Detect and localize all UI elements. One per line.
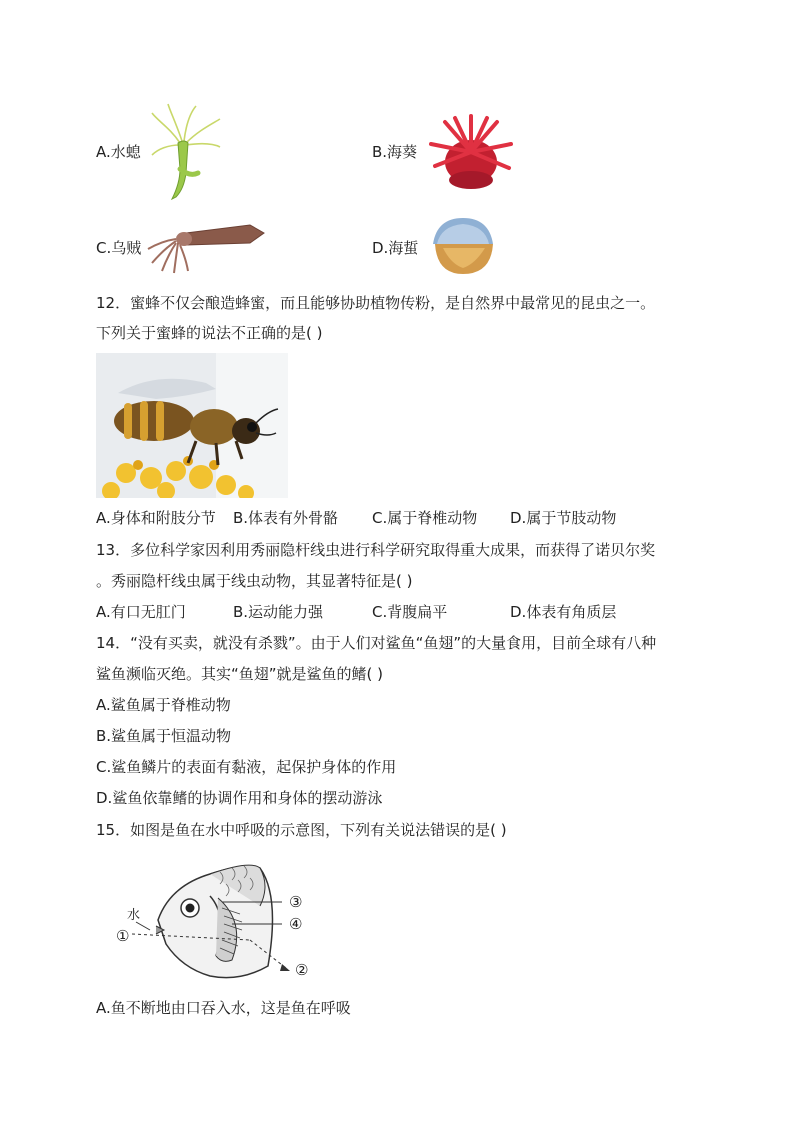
q15-option-a: A.鱼不断地由口吞入水，这是鱼在呼吸 xyxy=(96,999,351,1017)
option-b-sea-anemone: B.海葵 xyxy=(372,143,418,161)
q13-option-c: C.背腹扁平 xyxy=(372,603,448,621)
q14-option-d: D.鲨鱼依靠鳍的协调作用和身体的摆动游泳 xyxy=(96,789,383,807)
fig-label-1-mouth: ① xyxy=(116,927,130,945)
q14-stem-line2: 鲨鱼濒临灭绝。其实“鱼翅”就是鲨鱼的鳍( ) xyxy=(96,665,384,683)
fig-label-4: ④ xyxy=(289,915,303,933)
q13-stem-line1: 13．多位科学家因利用秀丽隐杆线虫进行科学研究取得重大成果，而获得了诺贝尔奖 xyxy=(96,541,656,559)
q13-option-d: D.体表有角质层 xyxy=(510,603,617,621)
q12-option-b: B.体表有外骨骼 xyxy=(233,509,339,527)
fig-label-3: ③ xyxy=(289,893,303,911)
option-c-squid: C.乌贼 xyxy=(96,239,142,257)
honeybee-photo xyxy=(96,353,288,498)
q13-option-b: B.运动能力强 xyxy=(233,603,324,621)
q12-option-c: C.属于脊椎动物 xyxy=(372,509,478,527)
option-a-hydra: A.水螅 xyxy=(96,143,141,161)
q14-option-a: A.鲨鱼属于脊椎动物 xyxy=(96,696,231,714)
q15-stem: 15．如图是鱼在水中呼吸的示意图，下列有关说法错误的是( ) xyxy=(96,821,507,839)
q12-stem-line1: 12．蜜蜂不仅会酿造蜂蜜，而且能够协助植物传粉，是自然界中最常见的昆虫之一。 xyxy=(96,294,656,312)
q12-option-a: A.身体和附肢分节 xyxy=(96,509,216,527)
jellyfish-image xyxy=(427,214,497,278)
q14-stem-line1: 14．“没有买卖，就没有杀戮”。由于人们对鲨鱼“鱼翅”的大量食用，目前全球有八种 xyxy=(96,634,657,652)
q14-option-b: B.鲨鱼属于恒温动物 xyxy=(96,727,232,745)
option-d-jellyfish: D.海蜇 xyxy=(372,239,419,257)
squid-image xyxy=(146,219,266,275)
hydra-image xyxy=(150,103,222,203)
q12-stem-line2: 下列关于蜜蜂的说法不正确的是( ) xyxy=(96,324,323,342)
q14-option-c: C.鲨鱼鳞片的表面有黏液，起保护身体的作用 xyxy=(96,758,397,776)
sea-anemone-image xyxy=(425,112,517,190)
q13-option-a: A.有口无肛门 xyxy=(96,603,186,621)
q12-option-d: D.属于节肢动物 xyxy=(510,509,617,527)
q13-stem-line2: 。秀丽隐杆线虫属于线虫动物，其显著特征是( ) xyxy=(96,572,413,590)
fig-label-water: 水 xyxy=(127,908,141,923)
fig-label-2-outflow: ② xyxy=(295,961,309,979)
